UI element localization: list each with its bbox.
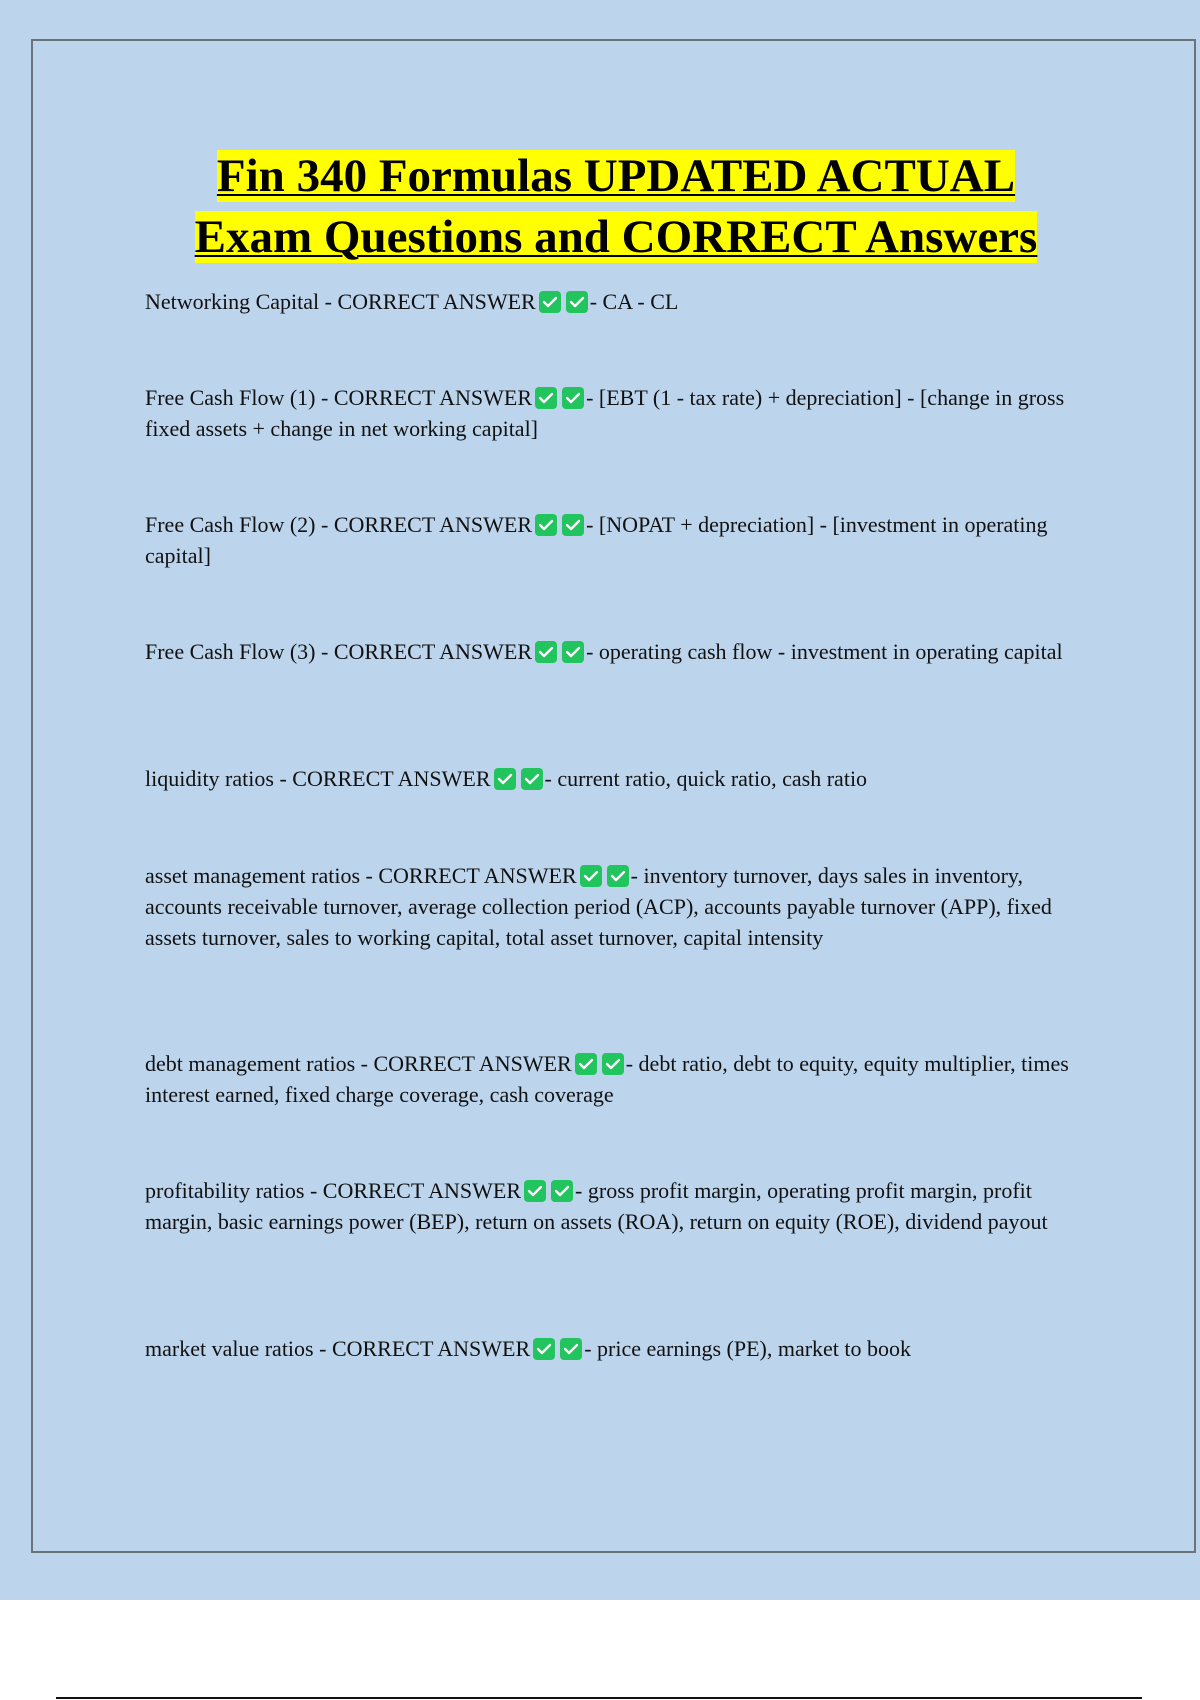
- check-mark-icon: [562, 387, 584, 409]
- entry-term: profitability ratios -: [145, 1178, 323, 1203]
- entry-term: market value ratios -: [145, 1336, 332, 1361]
- entry-term: Free Cash Flow (1) -: [145, 385, 334, 410]
- title-line-1: Fin 340 Formulas UPDATED ACTUAL: [216, 150, 1016, 202]
- entry-answer-label: CORRECT ANSWER: [373, 1051, 572, 1076]
- entry-answer: - current ratio, quick ratio, cash ratio: [544, 766, 868, 791]
- check-mark-icon: [533, 1338, 555, 1360]
- check-mark-icon: [524, 1180, 546, 1202]
- title-line-2: Exam Questions and CORRECT Answers: [194, 211, 1038, 263]
- entry-term: Networking Capital -: [145, 289, 338, 314]
- entry-term: debt management ratios -: [145, 1051, 374, 1076]
- entry-term: Free Cash Flow (3) -: [145, 639, 334, 664]
- check-mark-icon: [535, 514, 557, 536]
- check-mark-icon: [521, 768, 543, 790]
- check-mark-icon: [566, 291, 588, 313]
- entry-answer: - operating cash flow - investment in operating capital: [586, 639, 1063, 664]
- check-mark-icon: [602, 1053, 624, 1075]
- check-mark-icon: [580, 865, 602, 887]
- check-mark-icon: [575, 1053, 597, 1075]
- list-item: [145, 636, 1100, 667]
- list-item: [145, 509, 1100, 571]
- list-item: [145, 860, 1100, 953]
- check-mark-icon: [607, 865, 629, 887]
- entry-answer: - gross profit margin, operating profit margin, profit margin, basic earnings power (BEP), return on assets (ROA), return on equity (ROE), dividend payout: [145, 1178, 1048, 1234]
- entry-answer: - [NOPAT + depreciation] - [investment in operating capital]: [145, 512, 1048, 568]
- entry-term: liquidity ratios -: [145, 766, 293, 791]
- check-mark-icon: [562, 514, 584, 536]
- list-item: [145, 763, 1100, 794]
- entry-answer-label: CORRECT ANSWER: [337, 289, 536, 314]
- check-mark-icon: [560, 1338, 582, 1360]
- entry-answer-label: CORRECT ANSWER: [331, 1336, 531, 1361]
- entry-term: Free Cash Flow (2) -: [145, 512, 334, 537]
- check-mark-icon: [535, 641, 557, 663]
- check-mark-icon: [494, 768, 516, 790]
- list-item: [145, 1048, 1100, 1110]
- list-item: [145, 286, 1100, 317]
- entry-answer: - [EBT (1 - tax rate) + depreciation] - [change in gross fixed assets + change in net working capital]: [145, 385, 1065, 441]
- entry-answer: - CA - CL: [589, 289, 679, 314]
- entry-answer-label: CORRECT ANSWER: [378, 863, 577, 888]
- entry-answer-label: CORRECT ANSWER: [333, 639, 533, 664]
- entry-answer-label: CORRECT ANSWER: [333, 385, 533, 410]
- list-item: [145, 1175, 1100, 1237]
- check-mark-icon: [562, 641, 584, 663]
- check-mark-icon: [551, 1180, 573, 1202]
- list-item: [145, 382, 1100, 444]
- list-item: [145, 1333, 1100, 1364]
- entry-answer: - inventory turnover, days sales in inventory, accounts receivable turnover, average collection period (ACP), accounts payable turnover (APP), fixed assets turnover, sales to working capital, total asset turnover, capital intensity: [145, 863, 1052, 950]
- document-title: [0, 146, 1200, 268]
- check-mark-icon: [539, 291, 561, 313]
- footer-divider: [56, 1697, 1142, 1699]
- entry-answer: - price earnings (PE), market to book: [584, 1336, 912, 1361]
- entry-term: asset management ratios -: [145, 863, 379, 888]
- entry-answer-label: CORRECT ANSWER: [322, 1178, 522, 1203]
- check-mark-icon: [535, 387, 557, 409]
- entry-answer-label: CORRECT ANSWER: [333, 512, 533, 537]
- entry-answer-label: CORRECT ANSWER: [292, 766, 491, 791]
- entry-answer: - debt ratio, debt to equity, equity multiplier, times interest earned, fixed charge coverage, cash coverage: [145, 1051, 1069, 1107]
